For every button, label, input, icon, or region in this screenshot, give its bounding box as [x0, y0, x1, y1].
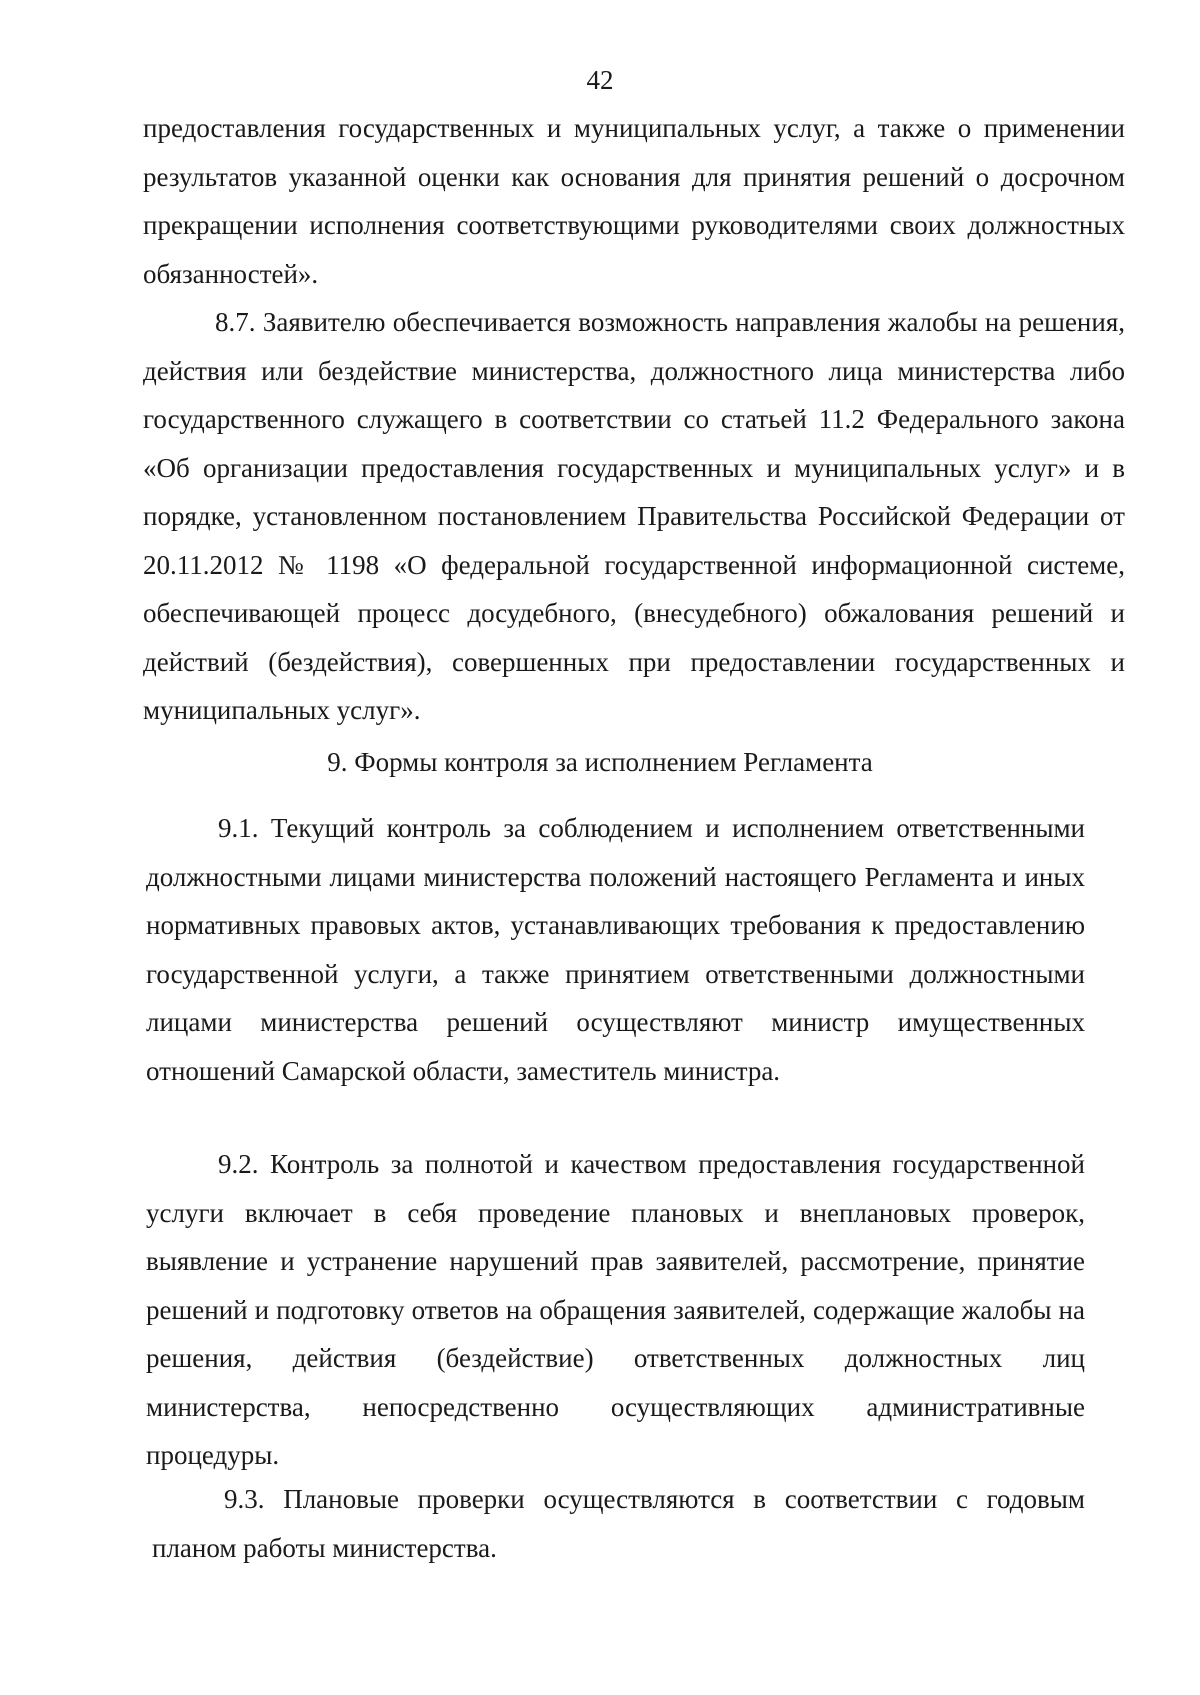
paragraph-8-7: 8.7. Заявителю обеспечивается возможность направления жалобы на решения, действия или бездействие министерства, должностного лица министерства либо государственного служащего в соответствии со статьей 11.2 Федерального закона «Об организации предоставления государственных и муниципальных услуг» и в порядке, установленном постановлением Правительства Российской Федерации от 20.11.2012 № 1198 «О федеральной государственной информационной системе, обеспечивающей процесс досудебного, (внесудебного) обжалования решений и действий (бездействия), совершенных при предоставлении государственных и муниципальных услуг». — [143, 307, 1125, 725]
section-9-heading: 9. Формы контроля за исполнением Регламента — [327, 747, 873, 777]
paragraph-continuation: предоставления государственных и муниципальных услуг, а также о применении результатов указанной оценки как основания для принятия решений о досрочном прекращении исполнения соответствующими руководителями своих должностных обязанностей». — [143, 113, 1125, 289]
page-number: 42 — [586, 65, 614, 95]
paragraph-9-2: 9.2. Контроль за полнотой и качеством предоставления государственной услуги включает в себя проведение плановых и внеплановых проверок, выявление и устранение нарушений прав заявителей, рассмотрение, принятие решений и подготовку ответов на обращения заявителей, содержащие жалобы на решения, действия (бездействие) ответственных должностных лиц министерства, непосредственно осуществляющих административные процедуры. — [146, 1149, 1085, 1470]
paragraph-9-3: 9.3. Плановые проверки осуществляются в соответствии с годовым планом работы министерства. — [152, 1484, 1085, 1563]
paragraph-9-1: 9.1. Текущий контроль за соблюдением и исполнением ответственными должностными лицами министерства положений настоящего Регламента и иных нормативных правовых актов, устанавливающих требования к предоставлению государственной услуги, а также принятием ответственными должностными лицами министерства решений осуществляют министр имущественных отношений Самарской области, заместитель министра. — [146, 813, 1085, 1086]
